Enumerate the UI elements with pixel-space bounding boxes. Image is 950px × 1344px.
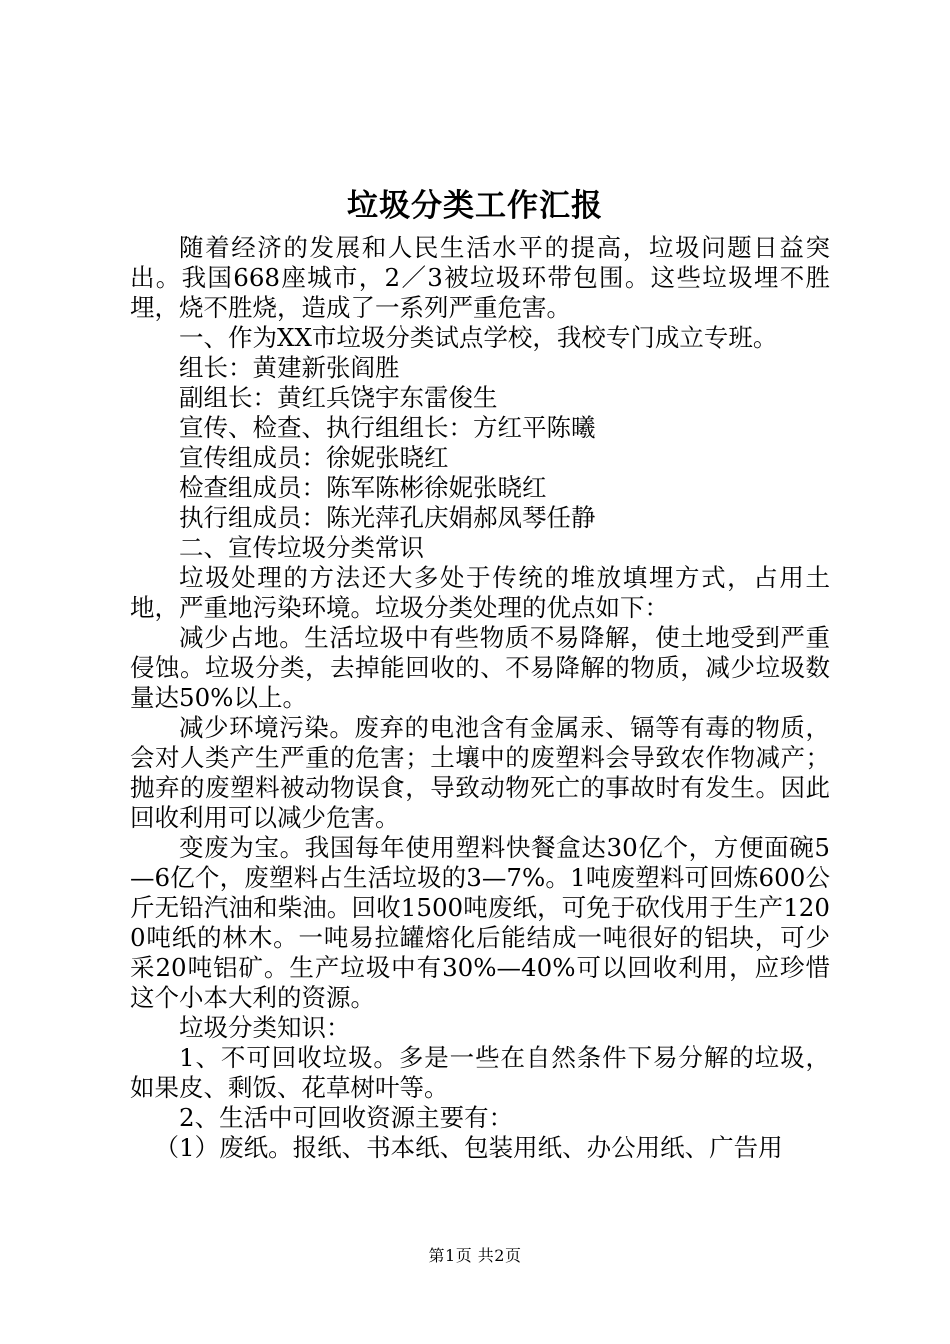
paragraph-inspection-members: 检查组成员：陈军陈彬徐妮张晓红 — [179, 473, 547, 502]
paragraph-waste-paper: （1）废纸。报纸、书本纸、包装用纸、办公用纸、广告用 — [154, 1133, 783, 1162]
paragraph-reduce-pollution: 减少环境污染。废弃的电池含有金属汞、镉等有毒的物质，会对人类产生严重的危害；土壤中的废塑料会导致农作物减产；抛弃的废塑料被动物误食，导致动物死亡的事故时有发生。因此回收利用可以减少危害。 — [130, 713, 830, 832]
document-title: 垃圾分类工作汇报 — [347, 188, 603, 224]
paragraph-team-leaders: 宣传、检查、执行组组长：方红平陈曦 — [179, 413, 596, 442]
paragraph-non-recyclable: 1、不可回收垃圾。多是一些在自然条件下易分解的垃圾，如果皮、剩饭、花草树叶等。 — [130, 1043, 830, 1102]
paragraph-section-one: 一、作为XX市垃圾分类试点学校，我校专门成立专班。 — [179, 323, 778, 352]
document-body — [130, 233, 830, 1163]
paragraph-group-leader: 组长：黄建新张阎胜 — [179, 353, 400, 382]
page-footer: 第1页 共2页 — [428, 1246, 522, 1265]
paragraph-deputy-leader: 副组长：黄红兵饶宇东雷俊生 — [179, 383, 498, 412]
paragraph-publicity-members: 宣传组成员：徐妮张晓红 — [179, 443, 449, 472]
paragraph-reduce-land-use: 减少占地。生活垃圾中有些物质不易降解，使土地受到严重侵蚀。垃圾分类，去掉能回收的、不易降解的物质，减少垃圾数量达50%以上。 — [130, 623, 830, 712]
paragraph-disposal-methods: 垃圾处理的方法还大多处于传统的堆放填埋方式，占用土地，严重地污染环境。垃圾分类处理的优点如下： — [130, 563, 830, 622]
paragraph-recyclable-resources: 2、生活中可回收资源主要有： — [179, 1103, 514, 1132]
paragraph-classification-knowledge: 垃圾分类知识： — [179, 1013, 351, 1042]
paragraph-intro: 随着经济的发展和人民生活水平的提高，垃圾问题日益突出。我国668座城市，2／3被垃圾环带包围。这些垃圾埋不胜埋，烧不胜烧，造成了一系列严重危害。 — [130, 233, 830, 322]
paragraph-execution-members: 执行组成员：陈光萍孔庆娟郝凤琴任静 — [179, 503, 596, 532]
paragraph-section-two: 二、宣传垃圾分类常识 — [179, 533, 424, 562]
paragraph-waste-to-treasure: 变废为宝。我国每年使用塑料快餐盒达30亿个，方便面碗5—6亿个，废塑料占生活垃圾的3—7%。1吨废塑料可回炼600公斤无铅汽油和柴油。回收1500吨废纸，可免于砍伐用于生产1200吨纸的林木。一吨易拉罐熔化后能结成一吨很好的铝块，可少采20吨铝矿。生产垃圾中有30%—40%可以回收利用，应珍惜这个小本大利的资源。 — [130, 833, 830, 1012]
